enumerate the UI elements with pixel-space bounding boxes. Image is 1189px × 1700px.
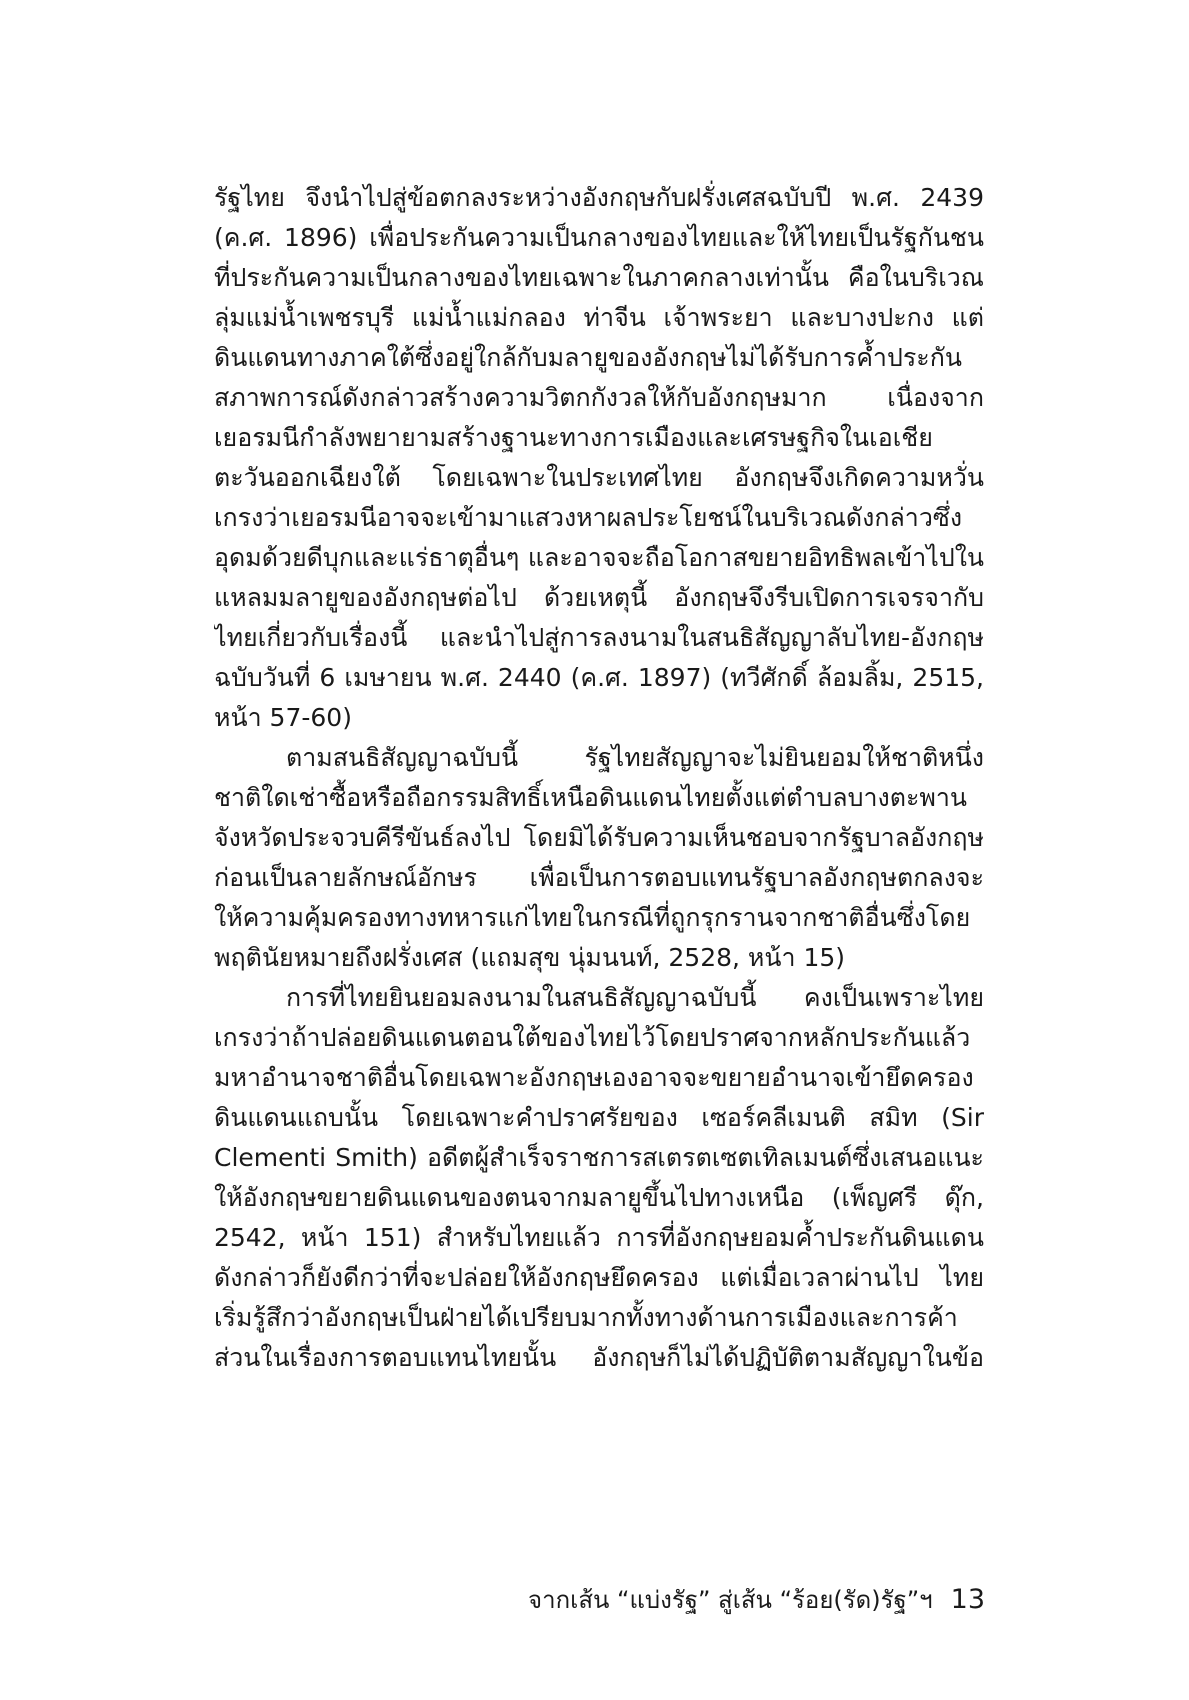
text-line: เกรงว่าถ้าปล่อยดินแดนตอนใต้ของไทยไว้โดยปราศจากหลักประกันแล้ว	[214, 1023, 971, 1052]
text-line: ชาติใดเช่าซื้อหรือถือกรรมสิทธิ์เหนือดินแดนไทยตั้งแต่ตำบลบางตะพาน	[214, 783, 967, 812]
text-line: ฉบับวันที่ 6 เมษายน พ.ศ. 2440 (ค.ศ. 1897) (ทวีศักดิ์ ล้อมลิ้ม, 2515,	[214, 663, 984, 692]
text-line: เยอรมนีกำลังพยายามสร้างฐานะทางการเมืองและเศรษฐกิจในเอเชีย	[214, 423, 933, 452]
page-number: 13	[950, 1584, 985, 1615]
page-footer	[480, 1580, 985, 1620]
text-line: มหาอำนาจชาติอื่นโดยเฉพาะอังกฤษเองอาจจะขยายอำนาจเข้ายึดครอง	[214, 1063, 974, 1092]
text-line: ที่ประกันความเป็นกลางของไทยเฉพาะในภาคกลางเท่านั้น คือในบริเวณ	[214, 263, 984, 292]
text-line: หน้า 57-60)	[214, 703, 352, 732]
text-line: 2542, หน้า 151) สำหรับไทยแล้ว การที่อังกฤษยอมค้ำประกันดินแดน	[214, 1223, 984, 1252]
text-line: เกรงว่าเยอรมนีอาจจะเข้ามาแสวงหาผลประโยชน์ในบริเวณดังกล่าวซึ่ง	[214, 503, 963, 532]
text-line: จังหวัดประจวบคีรีขันธ์ลงไป โดยมิได้รับความเห็นชอบจากรัฐบาลอังกฤษ	[214, 823, 984, 852]
text-line: ตามสนธิสัญญาฉบับนี้ รัฐไทยสัญญาจะไม่ยินยอมให้ชาติหนึ่ง	[286, 743, 984, 772]
text-line: ให้ความคุ้มครองทางทหารแก่ไทยในกรณีที่ถูกรุกรานจากชาติอื่นซึ่งโดย	[214, 903, 971, 932]
text-line: เริ่มรู้สึกว่าอังกฤษเป็นฝ่ายได้เปรียบมากทั้งทางด้านการเมืองและการค้า	[214, 1303, 958, 1332]
text-line: ส่วนในเรื่องการตอบแทนไทยนั้น อังกฤษก็ไม่ได้ปฏิบัติตามสัญญาในข้อ	[214, 1343, 984, 1372]
text-line: ไทยเกี่ยวกับเรื่องนี้ และนำไปสู่การลงนามในสนธิสัญญาลับไทย-อังกฤษ	[214, 623, 984, 652]
text-line: ก่อนเป็นลายลักษณ์อักษร เพื่อเป็นการตอบแทนรัฐบาลอังกฤษตกลงจะ	[214, 863, 984, 892]
text-line: ดินแดนแถบนั้น โดยเฉพาะคำปราศรัยของ เซอร์คลีเมนติ สมิท (Sir	[214, 1103, 984, 1132]
text-line: พฤตินัยหมายถึงฝรั่งเศส (แถมสุข นุ่มนนท์, 2528, หน้า 15)	[214, 943, 846, 972]
text-line: ให้อังกฤษขยายดินแดนของตนจากมลายูขึ้นไปทางเหนือ (เพ็ญศรี ดุ๊ก,	[214, 1183, 984, 1212]
text-line: (ค.ศ. 1896) เพื่อประกันความเป็นกลางของไทยและให้ไทยเป็นรัฐกันชน	[214, 223, 984, 252]
text-line: ตะวันออกเฉียงใต้ โดยเฉพาะในประเทศไทย อังกฤษจึงเกิดความหวั่น	[214, 463, 984, 492]
text-line: ดังกล่าวก็ยังดีกว่าที่จะปล่อยให้อังกฤษยึดครอง แต่เมื่อเวลาผ่านไป ไทย	[214, 1263, 984, 1292]
text-line: Clementi Smith) อดีตผู้สำเร็จราชการสเตรตเซตเทิลเมนต์ซึ่งเสนอแนะ	[214, 1143, 984, 1172]
text-line: อุดมด้วยดีบุกและแร่ธาตุอื่นๆ และอาจจะถือโอกาสขยายอิทธิพลเข้าไปใน	[214, 543, 984, 572]
text-line: แหลมมลายูของอังกฤษต่อไป ด้วยเหตุนี้ อังกฤษจึงรีบเปิดการเจรจากับ	[214, 583, 984, 612]
body-text	[214, 178, 984, 1378]
running-head: จากเส้น “แบ่งรัฐ” สู่เส้น “ร้อย(รัด)รัฐ”ฯ	[528, 1586, 933, 1614]
text-line: ดินแดนทางภาคใต้ซึ่งอยู่ใกล้กับมลายูของอังกฤษไม่ได้รับการค้ำประกัน	[214, 343, 962, 372]
text-line: ลุ่มแม่น้ำเพชรบุรี แม่น้ำแม่กลอง ท่าจีน เจ้าพระยา และบางปะกง แต่	[214, 303, 984, 332]
text-line: รัฐไทย จึงนำไปสู่ข้อตกลงระหว่างอังกฤษกับฝรั่งเศสฉบับปี พ.ศ. 2439	[214, 183, 984, 212]
text-line: สภาพการณ์ดังกล่าวสร้างความวิตกกังวลให้กับอังกฤษมาก เนื่องจาก	[214, 383, 984, 412]
text-line: การที่ไทยยินยอมลงนามในสนธิสัญญาฉบับนี้ คงเป็นเพราะไทย	[286, 983, 984, 1012]
